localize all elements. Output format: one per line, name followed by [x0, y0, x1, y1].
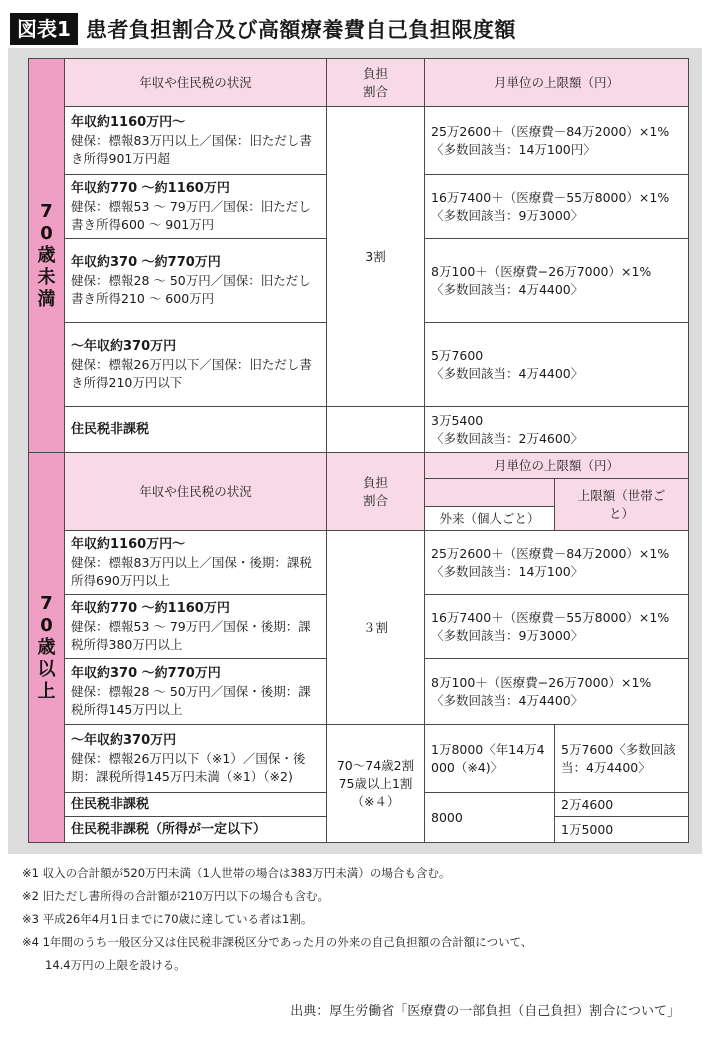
over70-table: [28, 452, 689, 843]
limit-cell: 3万5400 〈多数回該当：2万4600〉: [425, 407, 689, 453]
limit-cell: 8万100＋（医療費−26万7000）×1% 〈多数回該当：4万4400〉: [425, 239, 689, 323]
footnote: ※1 収入の合計額が520万円未満（1人世帯の場合は383万円未満）の場合も含む。: [22, 866, 451, 880]
household-cell: 5万7600〈多数回該当：4万4400〉: [555, 725, 689, 793]
table-header-row: [29, 59, 689, 107]
income-cell: 年収約1160万円～ 健保：標報83万円以上／国保：旧ただし書き所得901万円超: [65, 107, 327, 175]
figure-title: 患者負担割合及び高額療養費自己負担限度額: [85, 18, 516, 42]
footnote: 14.4万円の上限を設ける。: [22, 958, 186, 972]
table-header-row: [29, 453, 689, 479]
age-group-under70: 70歳未満: [29, 59, 65, 453]
limit-cell: 16万7400＋（医療費－55万8000）×1% 〈多数回該当：9万3000〉: [425, 595, 689, 659]
under70-table: [28, 58, 689, 453]
footnote: ※3 平成26年4月1日までに70歳に達している者は1割。: [22, 912, 313, 926]
outpatient-cell: 1万8000〈年14万4000（※4)〉: [425, 725, 555, 793]
column-header-status: 年収や住民税の状況: [65, 59, 327, 107]
income-cell: ～年収約370万円 健保：標報26万円以下／国保：旧ただし書き所得210万円以下: [65, 323, 327, 407]
income-cell: 住民税非課税: [65, 407, 327, 453]
ratio-cell: 3割: [327, 107, 425, 407]
limit-cell: 5万7600 〈多数回該当：4万4400〉: [425, 323, 689, 407]
ratio-cell: ３割: [327, 531, 425, 725]
income-cell: 住民税非課税: [65, 793, 327, 817]
figure-badge: 図表1: [10, 13, 78, 45]
income-cell: 年収約770 ～約1160万円 健保：標報53 ～ 79万円／国保：旧ただし書き所得600 ～ 901万円: [65, 175, 327, 239]
limit-cell: 25万2600＋（医療費－84万2000）×1% 〈多数回該当：14万100〉: [425, 531, 689, 595]
footnote: ※2 旧ただし書所得の合計額が210万円以下の場合も含む。: [22, 889, 330, 903]
source-citation: 出典：厚生労働省「医療費の一部負担（自己負担）割合について」: [290, 1004, 680, 1019]
table-row: [29, 107, 689, 175]
ratio-cell: 70～74歳2割 75歳以上1割（※４）: [327, 725, 425, 843]
household-cell: 1万5000: [555, 817, 689, 843]
income-cell: 年収約370 ～約770万円 健保：標報28 ～ 50万円／国保・後期：課税所得145万円以上: [65, 659, 327, 725]
limit-cell: 25万2600＋（医療費－84万2000）×1% 〈多数回該当：14万100円〉: [425, 107, 689, 175]
column-header-ratio: 負担割合: [327, 453, 425, 531]
income-cell: 年収約370 ～約770万円 健保：標報28 ～ 50万円／国保：旧ただし書き所得210 ～ 600万円: [65, 239, 327, 323]
income-cell: 年収約770 ～約1160万円 健保：標報53 ～ 79万円／国保・後期：課税所得380万円以上: [65, 595, 327, 659]
table-row: [29, 531, 689, 595]
column-header-limit: 月単位の上限額（円）: [425, 453, 689, 479]
table-row: [29, 407, 689, 453]
figure-title-row: [10, 12, 516, 46]
income-cell: ～年収約370万円 健保：標報26万円以下（※1）／国保・後期：課税所得145万円未満（※1）（※2): [65, 725, 327, 793]
column-header-household: 上限額（世帯ごと）: [555, 479, 689, 531]
column-header-ratio: 負担割合: [327, 59, 425, 107]
table-row: [29, 725, 689, 793]
column-header-limit: 月単位の上限額（円）: [425, 59, 689, 107]
income-cell: 年収約1160万円～ 健保：標報83万円以上／国保・後期：課税所得690万円以上: [65, 531, 327, 595]
header-outpatient-spacer: [425, 479, 555, 507]
income-cell: 住民税非課税（所得が一定以下）: [65, 817, 327, 843]
column-header-status: 年収や住民税の状況: [65, 453, 327, 531]
footnotes: [22, 862, 532, 977]
limit-cell: 16万7400＋（医療費－55万8000）×1% 〈多数回該当：9万3000〉: [425, 175, 689, 239]
footnote: ※4 1年間のうち一般区分又は住民税非課税区分であった月の外来の自己負担額の合計額について、: [22, 935, 533, 949]
age-group-over70: 70歳以上: [29, 453, 65, 843]
ratio-cell-empty: [327, 407, 425, 453]
outpatient-cell: 8000: [425, 793, 555, 843]
household-cell: 2万4600: [555, 793, 689, 817]
limit-cell: 8万100＋（医療費−26万7000）×1% 〈多数回該当：4万4400〉: [425, 659, 689, 725]
column-header-outpatient: 外来（個人ごと）: [425, 507, 555, 531]
